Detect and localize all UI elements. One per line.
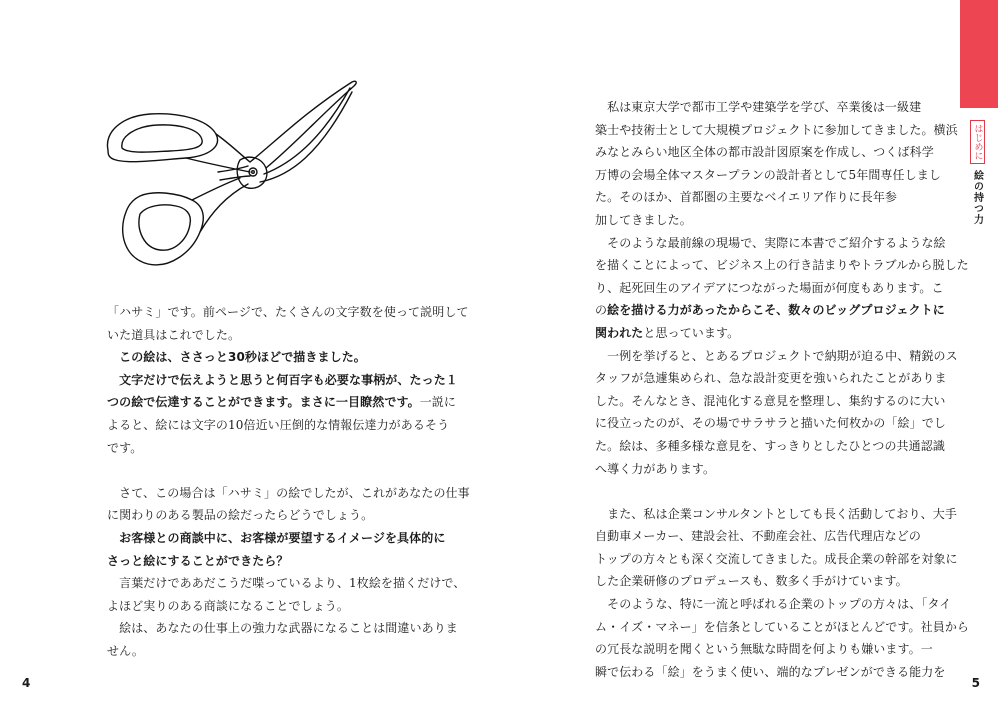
text-line xyxy=(107,437,447,460)
text-segment: です。 xyxy=(107,440,143,455)
text-line xyxy=(595,277,955,300)
text-line xyxy=(595,593,955,616)
text-segment: の xyxy=(595,303,608,318)
text-segment: 加してきました。 xyxy=(595,212,692,227)
text-line xyxy=(107,595,447,618)
text-line xyxy=(595,638,955,661)
text-segment: た。そのほか、首都圏の主要なベイエリア作りに長年参 xyxy=(595,190,898,205)
text-line xyxy=(107,301,469,324)
text-segment: を描くことによって、ビジネス上の行き詰まりやトラブルから脱した xyxy=(595,258,969,273)
text-segment: 瞬で伝わる「絵」をうまく使い、端的なプレゼンができる能力を xyxy=(595,664,946,679)
text-segment: さて、この場合は「ハサミ」の絵でしたが、これがあなたの仕事 xyxy=(107,485,470,500)
text-segment: 私は東京大学で都市工学や建築学を学び、卒業後は一級建 xyxy=(595,100,922,114)
text-segment: ム・イズ・マネー」を信条としていることがほとんどです。社員から xyxy=(595,619,970,634)
text-line xyxy=(595,186,955,209)
text-line xyxy=(107,572,466,595)
text-line xyxy=(107,324,447,347)
text-line xyxy=(107,504,447,527)
text-segment: た。絵は、多種多様な意見を、すっきりとしたひとつの共通認識 xyxy=(595,438,945,453)
chapter-side-label xyxy=(964,120,990,225)
text-segment: り、起死回生のアイデアにつながった場面が何度もあります。こ xyxy=(595,280,944,295)
text-line xyxy=(595,96,955,119)
text-line xyxy=(595,412,955,435)
left-body-text xyxy=(107,301,470,663)
bold-text-segment: つの絵で伝達することができます。まさに一目瞭然です。 xyxy=(107,395,420,410)
text-line xyxy=(107,527,447,550)
chapter-badge: はじめに xyxy=(970,120,985,164)
chapter-title: 絵の持つ力 xyxy=(971,170,983,225)
text-line xyxy=(595,345,958,368)
bold-text-segment: 文字だけで伝えようと思うと何百字も必要な事柄が、たった１ xyxy=(107,372,458,387)
text-line xyxy=(107,391,456,414)
bold-text-segment: 関われた xyxy=(595,325,644,340)
text-segment: よほど実りのある商談になることでしょう。 xyxy=(107,598,350,613)
text-segment: いた道具はこれでした。 xyxy=(107,327,241,342)
text-segment: そのような最前線の現場で、実際に本書でご紹介するような絵 xyxy=(595,235,946,250)
text-segment: に関わりのある製品の絵だったらどうでしょう。 xyxy=(107,508,374,523)
text-line xyxy=(595,141,955,164)
text-line xyxy=(595,616,970,639)
text-line xyxy=(107,482,470,505)
paragraph-gap xyxy=(595,480,955,503)
page-number-right: 5 xyxy=(971,676,980,690)
paragraph-gap xyxy=(107,459,447,482)
text-line xyxy=(595,209,955,232)
scissors-illustration xyxy=(100,72,360,272)
text-segment: 万博の会場全体マスタープランの設計者として5年間専任しまし xyxy=(595,167,941,182)
text-line xyxy=(107,617,458,640)
text-line xyxy=(595,299,955,322)
text-segment: トップの方々とも深く交流してきました。成長企業の幹部を対象に xyxy=(595,551,958,566)
text-segment: した。そんなとき、混沌化する意見を整理し、集約するのに大い xyxy=(595,393,946,408)
text-line xyxy=(595,322,955,345)
text-segment: また、私は企業コンサルタントとしても長く活動しており、大手 xyxy=(595,506,957,521)
bold-text-segment: この絵は、ささっと30秒ほどで描きました。 xyxy=(107,350,366,365)
text-line xyxy=(595,119,958,142)
bold-text-segment: お客様との商談中に、お客様が要望するイメージを具体的に xyxy=(107,530,446,545)
text-line xyxy=(107,369,458,392)
text-line xyxy=(595,548,958,571)
text-segment: と思っています。 xyxy=(643,325,740,340)
text-line xyxy=(595,435,955,458)
text-segment: 言葉だけでああだこうだ喋っているより、1枚絵を描くだけで、 xyxy=(107,576,466,591)
text-line xyxy=(595,525,955,548)
text-segment: せん。 xyxy=(107,643,145,658)
text-segment: した企業研修のプロデュースも、数多く手がけています。 xyxy=(595,574,908,589)
text-line xyxy=(595,390,955,413)
text-line xyxy=(107,414,450,437)
text-line xyxy=(595,458,955,481)
text-line xyxy=(595,254,969,277)
bold-text-segment: さっと絵にすることができたら？ xyxy=(107,553,289,568)
bold-text-segment: 絵を描ける力があったからこそ、数々のビッグプロジェクトに xyxy=(607,303,945,318)
text-segment: 一説に xyxy=(419,395,456,410)
text-line xyxy=(107,640,447,663)
text-segment: の冗長な説明を聞くという無駄な時間を何よりも嫌います。一 xyxy=(595,642,933,657)
text-segment: 一例を挙げると、とあるプロジェクトで納期が迫る中、精鋭のス xyxy=(595,348,958,363)
text-segment: よると、絵には文字の10倍近い圧倒的な情報伝達力があるそう xyxy=(107,417,450,432)
text-segment: 絵は、あなたの仕事上の強力な武器になることは間違いありま xyxy=(107,621,458,636)
text-segment: みなとみらい地区全体の都市設計図原案を作成し、つくば科学 xyxy=(595,145,934,160)
text-segment: 築士や技術士として大規模プロジェクトに参加してきました。横浜 xyxy=(595,122,958,137)
text-line xyxy=(595,164,955,187)
page-number-left: 4 xyxy=(22,676,31,690)
right-page xyxy=(499,0,998,708)
text-line xyxy=(107,346,447,369)
text-segment: へ導く力があります。 xyxy=(595,461,716,476)
text-segment: 「ハサミ」です。前ページで、たくさんの文字数を使って説明して xyxy=(107,305,469,319)
text-segment: そのような、特に一流と呼ばれる企業のトップの方々は、「タイ xyxy=(595,597,952,612)
text-line xyxy=(595,367,955,390)
text-line xyxy=(595,570,955,593)
right-body-text xyxy=(595,96,970,683)
text-segment: タッフが急遽集められ、急な設計変更を強いられたことがありま xyxy=(595,371,947,386)
chapter-tab-marker xyxy=(960,0,998,108)
text-segment: に役立ったのが、その場でサラサラと描いた何枚かの「絵」でし xyxy=(595,416,946,431)
text-line xyxy=(595,661,955,684)
text-line xyxy=(595,232,955,255)
text-segment: 自動車メーカー、建設会社、不動産会社、広告代理店などの xyxy=(595,529,921,544)
text-line xyxy=(595,503,955,526)
text-line xyxy=(107,550,447,573)
